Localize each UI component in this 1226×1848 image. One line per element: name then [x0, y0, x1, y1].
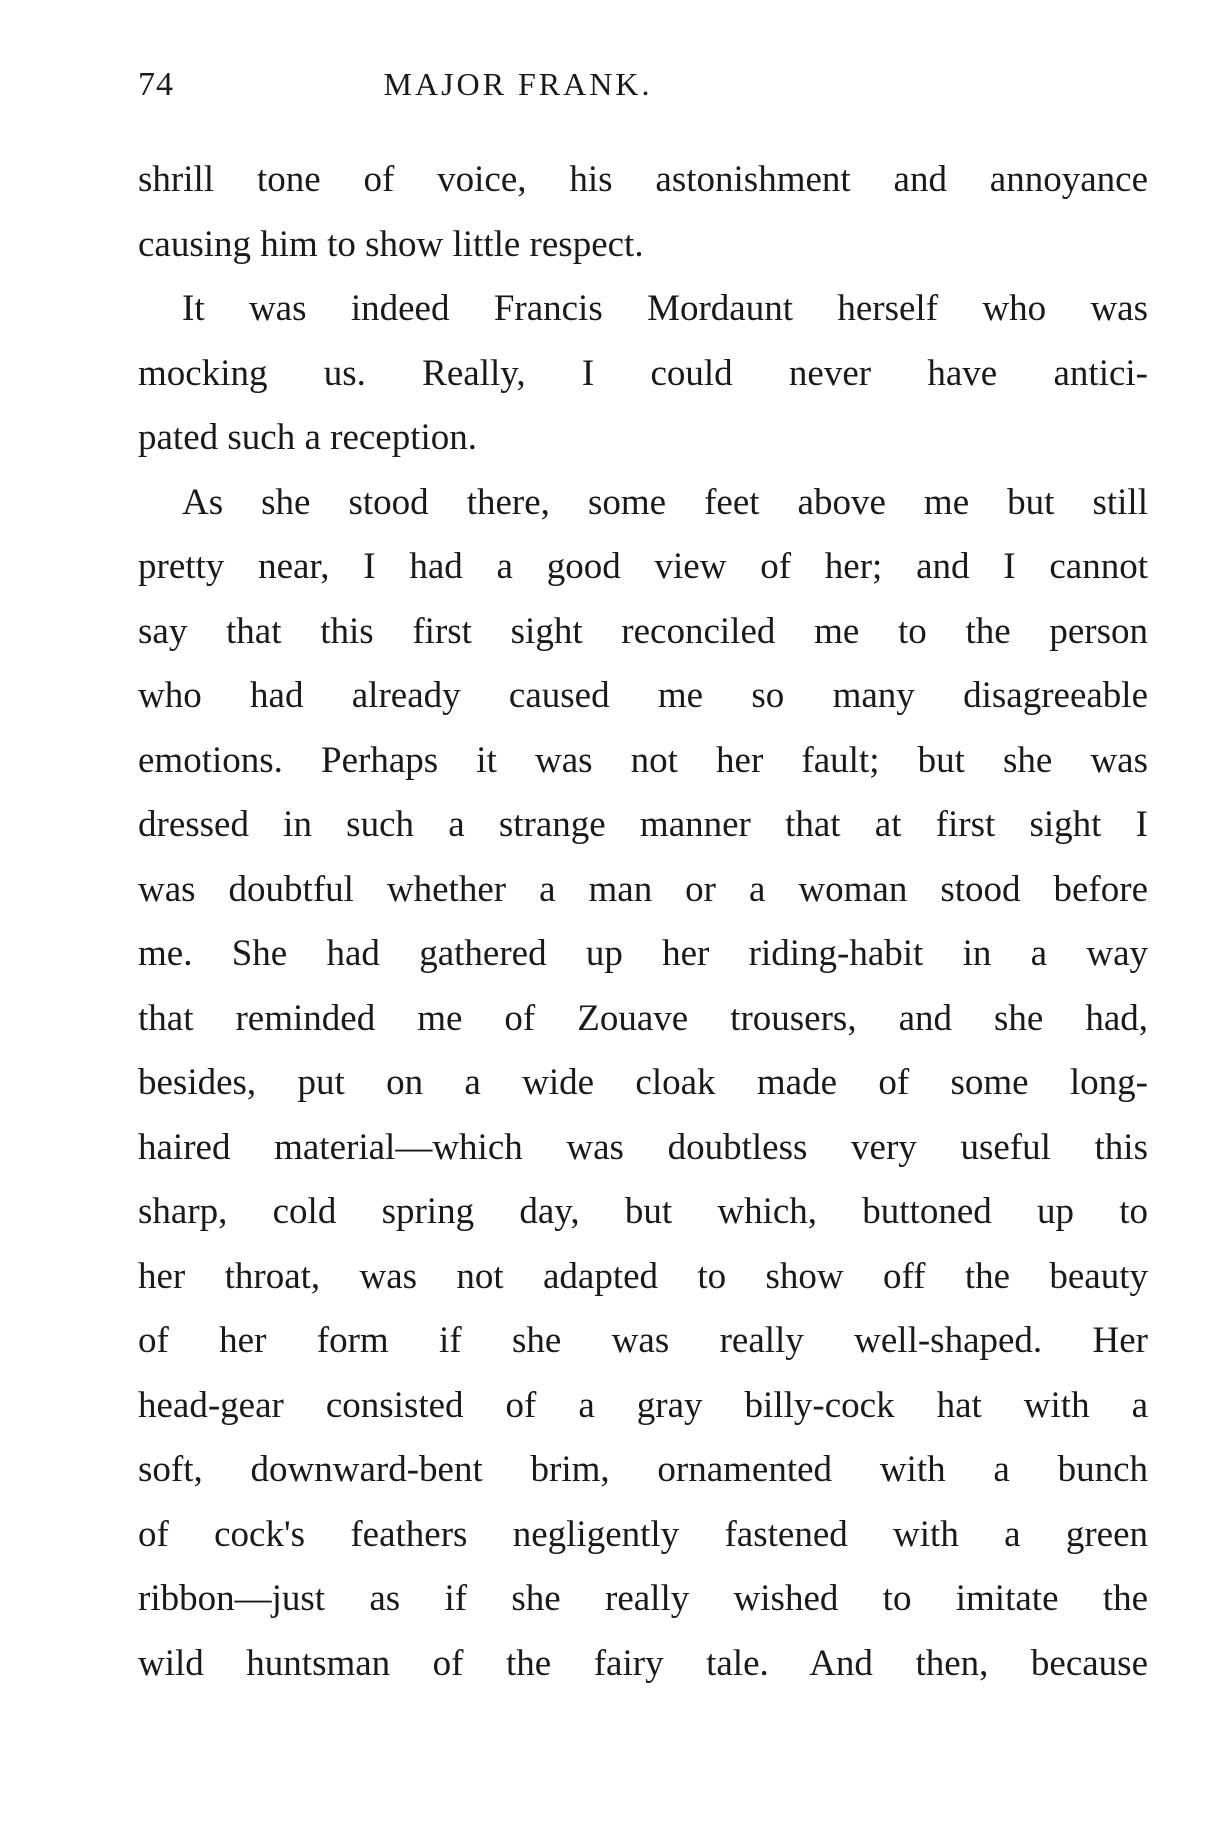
text-line: say that this first sight reconciled me to the person	[138, 610, 1148, 652]
text-line: shrill tone of voice, his astonishment and annoyance	[138, 159, 1148, 200]
text-line: soft, downward-bent brim, ornamented with a bunch	[138, 1449, 1148, 1490]
text-line: dressed in such a strange manner that at first sight I	[138, 804, 1148, 845]
body-text	[138, 148, 1148, 1696]
text-line: pretty near, I had a good view of her; and I cannot	[138, 546, 1148, 587]
text-line: ribbon—just as if she really wished to imitate the	[138, 1578, 1148, 1619]
text-line: sharp, cold spring day, but which, buttoned up to	[138, 1191, 1148, 1232]
text-line: haired material—which was doubtless very useful this	[138, 1126, 1148, 1168]
text-line: As she stood there, some feet above me but still	[182, 481, 1148, 523]
text-line: of cock's feathers negligently fastened with a green	[138, 1513, 1148, 1555]
text-line: was doubtful whether a man or a woman stood before	[138, 868, 1148, 910]
text-line: causing him to show little respect.	[138, 223, 644, 265]
text-line: pated such a reception.	[138, 417, 478, 458]
text-line: It was indeed Francis Mordaunt herself who was	[182, 288, 1148, 329]
text-line: that reminded me of Zouave trousers, and she had,	[138, 997, 1148, 1039]
text-line: wild huntsman of the fairy tale. And then, because	[138, 1642, 1148, 1684]
text-line: of her form if she was really well-shaped. Her	[138, 1320, 1148, 1361]
text-line: besides, put on a wide cloak made of some long-	[138, 1062, 1148, 1103]
running-title: MAJOR FRANK.	[383, 66, 653, 102]
text-line: emotions. Perhaps it was not her fault; but she was	[138, 739, 1148, 781]
text-line: me. She had gathered up her riding-habit in a way	[138, 933, 1148, 974]
page-number: 74	[138, 66, 174, 103]
text-line: her throat, was not adapted to show off the beauty	[138, 1255, 1148, 1297]
text-line: mocking us. Really, I could never have antici-	[138, 352, 1148, 394]
text-line: head-gear consisted of a gray billy-cock hat with a	[138, 1384, 1148, 1426]
text-line: who had already caused me so many disagreeable	[138, 675, 1148, 716]
running-head	[138, 66, 1148, 116]
